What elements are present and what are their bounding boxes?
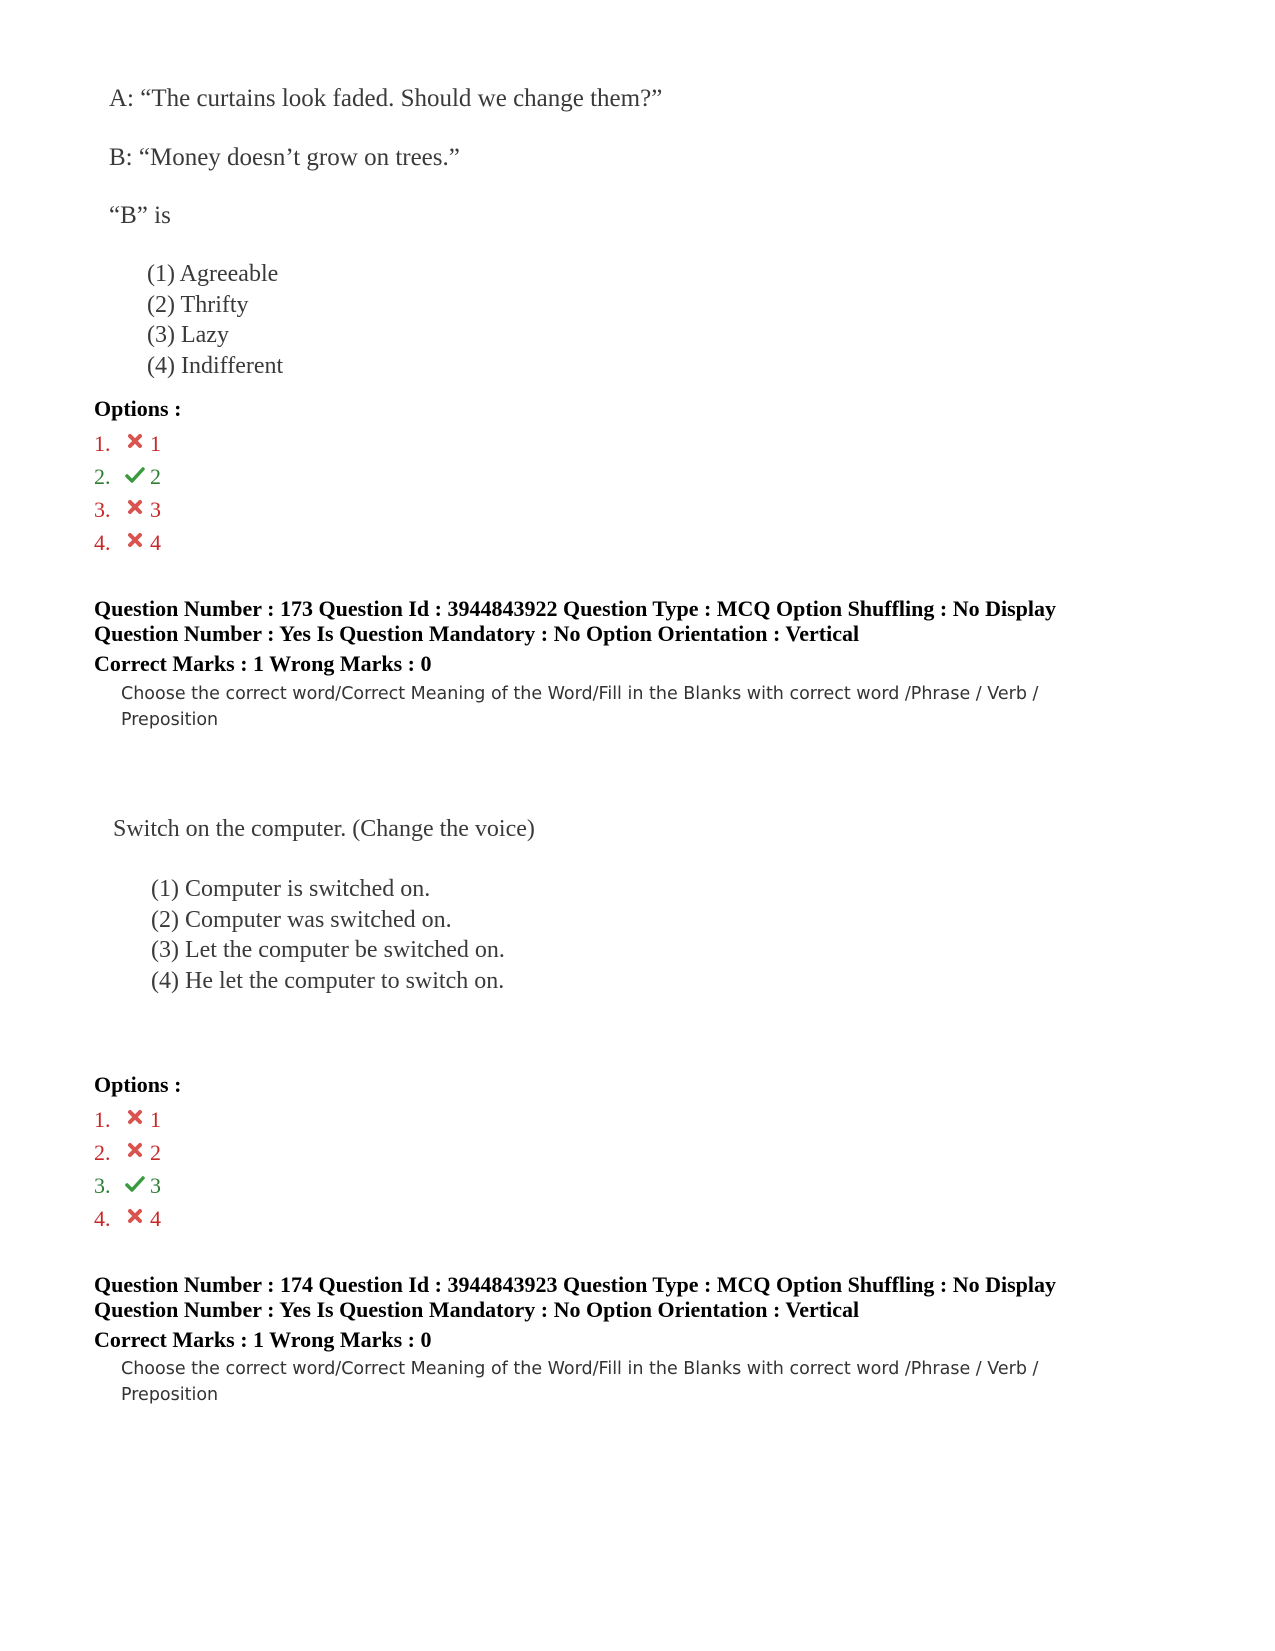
q173-choice: (4) He let the computer to switch on. [151, 967, 505, 994]
q172-option-2 [94, 460, 161, 493]
option-number: 2. [94, 463, 111, 489]
q173-option-3 [94, 1169, 161, 1202]
q173-choice: (3) Let the computer be switched on. [151, 937, 505, 963]
option-value: 3 [150, 1172, 161, 1198]
q173-marks: Correct Marks : 1 Wrong Marks : 0 [94, 651, 432, 676]
option-value: 4 [150, 529, 161, 555]
q172-option-3 [94, 493, 161, 526]
option-number: 1. [94, 1106, 111, 1132]
option-value: 3 [150, 496, 161, 522]
q172-choice: (1) Agreeable [147, 261, 279, 287]
cross-icon [124, 1109, 146, 1131]
q173-options-list [94, 1103, 161, 1235]
q173-option-4 [94, 1202, 161, 1235]
option-value: 2 [150, 1139, 161, 1165]
cross-icon [124, 1208, 146, 1230]
q172-dialog-a: A: “The curtains look faded. Should we change them?” [109, 85, 663, 112]
q173-stem: Switch on the computer. (Change the voice) [113, 816, 535, 842]
option-number: 4. [94, 1205, 111, 1231]
cross-icon [124, 1142, 146, 1164]
cross-icon [124, 499, 146, 521]
option-number: 2. [94, 1139, 111, 1165]
q173-choice: (1) Computer is switched on. [151, 876, 431, 902]
option-number: 4. [94, 529, 111, 555]
q172-choice: (4) Indifferent [147, 352, 284, 379]
q174-marks: Correct Marks : 1 Wrong Marks : 0 [94, 1327, 432, 1352]
check-icon [124, 466, 146, 488]
q172-choice: (2) Thrifty [147, 291, 249, 318]
q173-instruction: Choose the correct word/Correct Meaning of the Word/Fill in the Blanks with correct word /Phrase / Verb / Preposition [121, 684, 1039, 730]
q173-option-2 [94, 1136, 161, 1169]
option-number: 3. [94, 1172, 111, 1198]
q172-stem: “B” is [109, 202, 171, 229]
option-value: 1 [150, 1106, 161, 1132]
q173-option-1 [94, 1103, 161, 1136]
q172-options-label: Options : [94, 396, 182, 421]
q172-dialog-b: B: “Money doesn’t grow on trees.” [109, 144, 460, 171]
option-value: 2 [150, 463, 161, 489]
q172-choice-list [147, 259, 283, 381]
option-number: 3. [94, 496, 111, 522]
q174-header-line1: Question Number : 174 Question Id : 3944843923 Question Type : MCQ Option Shuffling : No Display [94, 1272, 1057, 1297]
option-value: 1 [150, 430, 161, 456]
cross-icon [124, 433, 146, 455]
option-number: 1. [94, 430, 111, 456]
q173-choice: (2) Computer was switched on. [151, 906, 452, 933]
q173-options-label: Options : [94, 1072, 182, 1097]
check-icon [124, 1175, 146, 1197]
q173-choice-list [151, 874, 505, 996]
q173-header-line1: Question Number : 173 Question Id : 3944843922 Question Type : MCQ Option Shuffling : No Display [94, 596, 1057, 621]
q173-header-line2: Question Number : Yes Is Question Mandatory : No Option Orientation : Vertical [94, 621, 860, 646]
cross-icon [124, 532, 146, 554]
q174-instruction: Choose the correct word/Correct Meaning of the Word/Fill in the Blanks with correct word /Phrase / Verb / Preposition [121, 1359, 1039, 1405]
q174-header-line2: Question Number : Yes Is Question Mandatory : No Option Orientation : Vertical [94, 1297, 860, 1322]
q172-option-4 [94, 526, 161, 559]
q172-options-list [94, 427, 161, 559]
q172-option-1 [94, 427, 161, 460]
option-value: 4 [150, 1205, 161, 1231]
q172-choice: (3) Lazy [147, 322, 229, 348]
